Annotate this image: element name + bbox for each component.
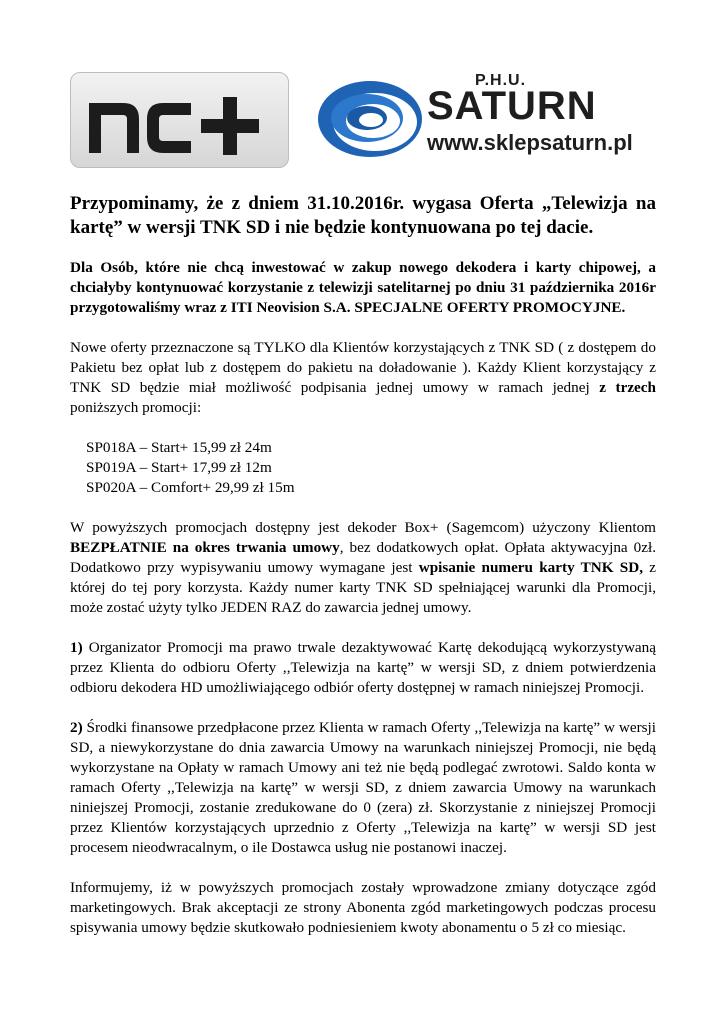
point-1-text: Organizator Promocji ma prawo trwale dezaktywować Kartę dekodującą wykorzystywaną przez Klienta do odbioru Oferty ,,Telewizja na kartę” w wersji SD, z dniem potwierdzenia odbioru dekodera HD umożliwiającego odbiór oferty dostępnej w ramach niniejszej Promocji. xyxy=(70,639,656,696)
point-1-number: 1) xyxy=(70,639,83,656)
saturn-logo xyxy=(315,70,666,168)
point-1-paragraph xyxy=(70,638,656,698)
promo-item: SP019A – Start+ 17,99 zł 12m xyxy=(86,459,272,476)
closing-paragraph: Informujemy, iż w powyższych promocjach zostały wprowadzone zmiany dotyczące zgód marketingowych. Brak akceptacji ze strony Abonenta zgód marketingowych podczas procesu spisywania umowy będzie skutkowało podniesieniem kwoty abonamentu o 5 zł co miesiąc. xyxy=(70,879,656,936)
saturn-phu-text: P.H.U. xyxy=(475,72,527,89)
saturn-swirl-icon xyxy=(315,78,425,160)
decoder-text-2: , bez dodatkowych opłat. Opłata aktywacyjna 0zł. Dodatkowo przy wypisywaniu umowy wymagane jest xyxy=(70,539,656,576)
document-body xyxy=(70,192,656,938)
offer-text-bold: z trzech xyxy=(599,379,656,396)
document-title: Przypominamy, że z dniem 31.10.2016r. wygasa Oferta „Telewizja na kartę” w wersji TNK SD i nie będzie kontynuowana po tej dacie. xyxy=(70,193,656,238)
header-logos xyxy=(70,70,666,170)
nc-plus-logo-mark xyxy=(71,73,288,167)
promo-item: SP018A – Start+ 15,99 zł 24m xyxy=(86,439,272,456)
saturn-name-text: SATURN xyxy=(427,84,597,128)
decoder-text-1: W powyższych promocjach dostępny jest dekoder Box+ (Sagemcom) użyczony Klientom xyxy=(70,519,656,536)
offer-paragraph xyxy=(70,338,656,418)
promo-item: SP020A – Comfort+ 29,99 zł 15m xyxy=(86,479,295,496)
decoder-text-bold-2: wpisanie numeru karty TNK SD, xyxy=(418,559,643,576)
point-2-number: 2) xyxy=(70,719,83,736)
point-2-text: Środki finansowe przedpłacone przez Klienta w ramach Oferty ,,Telewizja na kartę” w wersji SD, a niewykorzystane do dnia zawarcia Umowy na warunkach niniejszej Promocji, nie będą wykorzystane na Opłaty w ramach Umowy ani też nie będą podlegać zwrotowi. Saldo konta w ramach Oferty ,,Telewizja na kartę” w wersji SD, z dniem zawarcia Umowy na warunkach niniejszej Promocji, zostanie zredukowane do 0 (zera) zł. Skorzystanie z niniejszej Promocji przez Klientów korzystających uprzednio z Oferty ,,Telewizja na kartę” w wersji SD jest procesem nieodwracalnym, o ile Dostawca usług nie postanowi inaczej. xyxy=(70,719,656,856)
decoder-text-bold-1: BEZPŁATNIE na okres trwania umowy xyxy=(70,539,340,556)
nc-plus-logo xyxy=(70,72,289,168)
decoder-text-3: z której do tej pory korzysta. Każdy numer karty TNK SD spełniającej warunki dla Promocji, może zostać użyty tylko JEDEN RAZ do zawarcia jednej umowy. xyxy=(70,559,656,616)
point-2-paragraph xyxy=(70,718,656,858)
decoder-paragraph xyxy=(70,518,656,618)
saturn-url-text: www.sklepsaturn.pl xyxy=(427,130,633,155)
promo-list xyxy=(86,438,656,498)
intro-paragraph: Dla Osób, które nie chcą inwestować w zakup nowego dekodera i karty chipowej, a chciałyby kontynuować korzystanie z telewizji satelitarnej po dniu 31 października 2016r przygotowaliśmy wraz z ITI Neovision S.A. SPECJALNE OFERTY PROMOCYJNE. xyxy=(70,259,656,316)
offer-text-1: Nowe oferty przeznaczone są TYLKO dla Klientów korzystających z TNK SD ( z dostępem do Pakietu bez opłat lub z dostępem do pakietu na doładowanie ). Każdy Klient korzystający z TNK SD będzie miał możliwość podpisania jednej umowy w ramach jednej xyxy=(70,339,656,396)
offer-text-2: poniższych promocji: xyxy=(70,399,202,416)
